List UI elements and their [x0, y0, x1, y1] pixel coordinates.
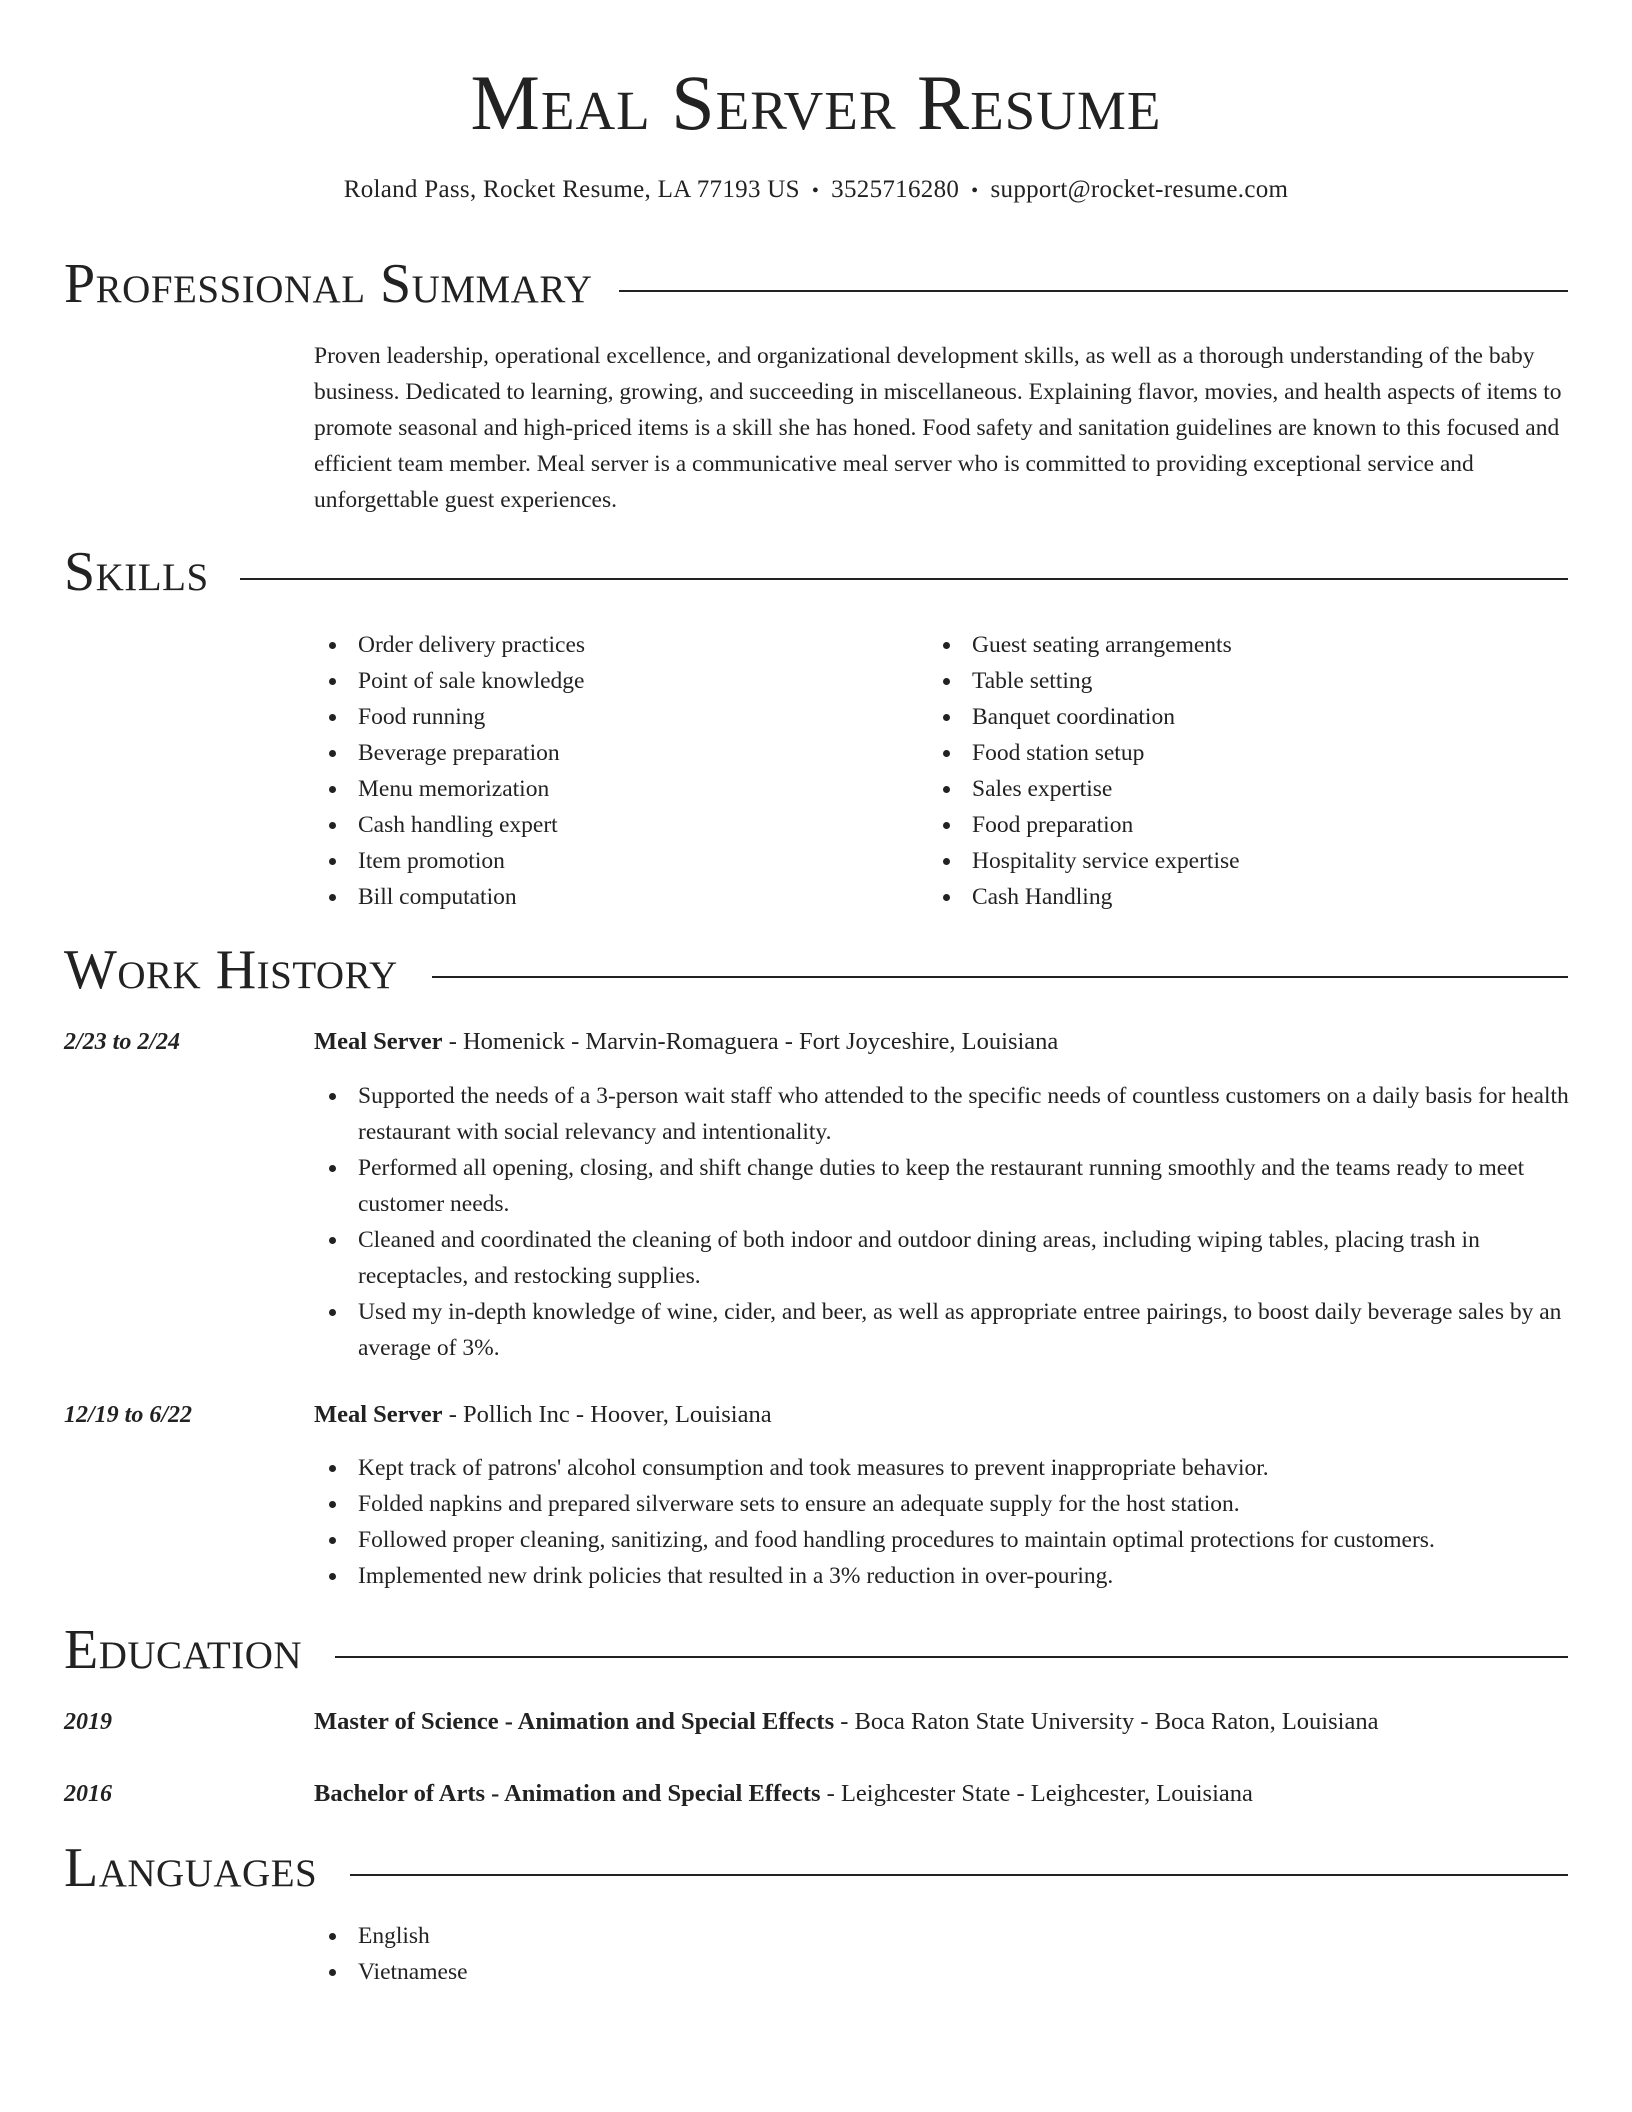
education-section-header [64, 1618, 1568, 1682]
skill-item: Table setting [928, 663, 1528, 699]
section-divider [432, 976, 1568, 978]
section-divider [619, 290, 1568, 292]
skill-item: Sales expertise [928, 771, 1528, 807]
skill-item: Order delivery practices [314, 627, 914, 663]
contact-email: support@rocket-resume.com [990, 176, 1289, 203]
summary-text: Proven leadership, operational excellence, and organizational development skills, as well as a thorough understanding of the baby business. Dedicated to learning, growing, and succeeding in miscellaneous. Explaining flavor, movies, and health aspects of items to promote seasonal and high-priced items is a skill she has honed. Food safety and sanitation guidelines are known to this focused and efficient team member. Meal server is a communicative meal server who is committed to providing exceptional service and unforgettable guest experiences. [314, 343, 1562, 513]
job-duty-item: Performed all opening, closing, and shift change duties to keep the restaurant running smoothly and the teams ready to meet customer needs. [314, 1150, 1574, 1222]
skill-item: Hospitality service expertise [928, 843, 1528, 879]
skill-item: Guest seating arrangements [928, 627, 1528, 663]
education-heading: Education [64, 1618, 332, 1682]
job-duty-item: Implemented new drink policies that resulted in a 3% reduction in over-pouring. [314, 1558, 1574, 1594]
job-duty-item: Folded napkins and prepared silverware sets to ensure an adequate supply for the host station. [314, 1486, 1574, 1522]
skill-item: Food running [314, 699, 914, 735]
job-employer-location: - Homenick - Marvin-Romaguera - Fort Joyceshire, Louisiana [442, 1028, 1059, 1055]
languages-list [314, 1918, 1574, 1990]
skill-item: Cash Handling [928, 879, 1528, 915]
skill-item: Food station setup [928, 735, 1528, 771]
job-duty-item: Supported the needs of a 3-person wait staff who attended to the specific needs of countless customers on a daily basis for health restaurant with social relevancy and intentionality. [314, 1078, 1574, 1150]
work-section-header [64, 938, 1568, 1002]
skills-column-right [928, 627, 1528, 915]
job-title: Meal Server [314, 1028, 443, 1055]
skill-item: Banquet coordination [928, 699, 1528, 735]
work-heading: Work History [64, 938, 428, 1002]
contact-separator: • [971, 180, 979, 202]
job-duty-item: Followed proper cleaning, sanitizing, and food handling procedures to maintain optimal protections for customers. [314, 1522, 1574, 1558]
education-entry [314, 1704, 1378, 1740]
skill-item: Menu memorization [314, 771, 914, 807]
summary-heading: Professional Summary [64, 252, 622, 316]
contact-phone: 3525716280 [831, 176, 960, 203]
document-title: Meal Server Resume [470, 59, 1162, 146]
skills-column-left [314, 627, 914, 915]
job-dates: 2/23 to 2/24 [64, 1029, 181, 1055]
skill-item: Beverage preparation [314, 735, 914, 771]
job-heading [314, 1024, 1058, 1060]
education-institution: - Boca Raton State University - Boca Raton, Louisiana [834, 1708, 1379, 1735]
contact-line [0, 174, 1632, 207]
job-dates: 12/19 to 6/22 [64, 1402, 193, 1428]
summary-section-header [64, 252, 1568, 316]
job-duties [314, 1078, 1574, 1366]
language-item: Vietnamese [314, 1954, 1574, 1990]
job-duty-item: Used my in-depth knowledge of wine, cider, and beer, as well as appropriate entree pairings, to boost daily beverage sales by an average of 3%. [314, 1294, 1574, 1366]
section-divider [240, 578, 1568, 580]
languages-heading: Languages [64, 1836, 347, 1900]
education-year: 2019 [64, 1709, 112, 1735]
job-heading [314, 1397, 772, 1433]
contact-separator: • [811, 180, 820, 202]
language-item: English [314, 1918, 1574, 1954]
contact-address: Roland Pass, Rocket Resume, LA 77193 US [343, 176, 800, 203]
skill-item: Item promotion [314, 843, 914, 879]
job-employer-location: - Pollich Inc - Hoover, Louisiana [442, 1401, 772, 1428]
job-duties [314, 1450, 1574, 1594]
languages-section-header [64, 1836, 1568, 1900]
section-divider [335, 1656, 1568, 1658]
job-duty-item: Cleaned and coordinated the cleaning of both indoor and outdoor dining areas, including wiping tables, placing trash in receptacles, and restocking supplies. [314, 1222, 1574, 1294]
education-degree: Bachelor of Arts - Animation and Special Effects [314, 1780, 821, 1807]
skill-item: Cash handling expert [314, 807, 914, 843]
education-institution: - Leighcester State - Leighcester, Louisiana [820, 1780, 1253, 1807]
skill-item: Point of sale knowledge [314, 663, 914, 699]
job-duty-item: Kept track of patrons' alcohol consumption and took measures to prevent inappropriate behavior. [314, 1450, 1574, 1486]
education-year: 2016 [64, 1781, 112, 1807]
section-divider [350, 1874, 1568, 1876]
education-entry [314, 1776, 1253, 1812]
skills-section-header [64, 540, 1568, 604]
skill-item: Food preparation [928, 807, 1528, 843]
skill-item: Bill computation [314, 879, 914, 915]
skills-heading: Skills [64, 540, 239, 604]
job-title: Meal Server [314, 1401, 443, 1428]
education-degree: Master of Science - Animation and Special Effects [314, 1708, 835, 1735]
